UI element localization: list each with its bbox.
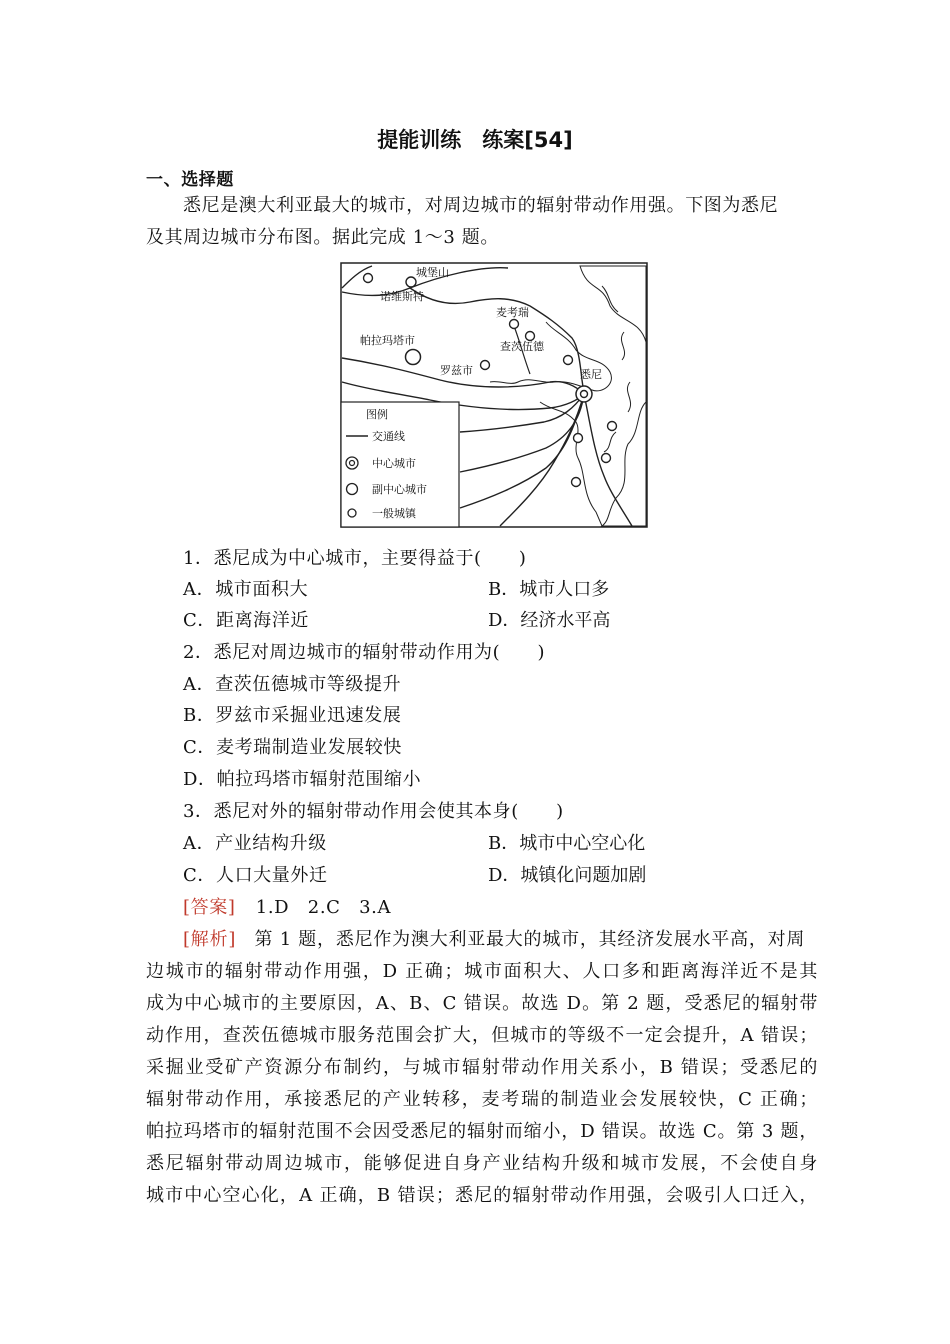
- legend-road: 交通线: [372, 430, 405, 443]
- label-xini: 悉尼: [580, 368, 602, 381]
- town-marker: [510, 320, 519, 329]
- q3-opt-c: C．人口大量外迁: [183, 865, 328, 886]
- q3-opt-b: B．城市中心空心化: [488, 833, 646, 854]
- town-marker: [364, 274, 373, 283]
- intro-line-2: 及其周边城市分布图。据此完成 1～3 题。: [146, 227, 499, 248]
- analysis-line-4: 动作用，查茨伍德城市服务范围会扩大，但城市的等级不一定会提升，A 错误；: [146, 1025, 818, 1046]
- q1-opt-a: A．城市面积大: [183, 579, 309, 600]
- section-heading: 一、选择题: [146, 170, 234, 190]
- q2-opt-d: D．帕拉玛塔市辐射范围缩小: [183, 769, 422, 790]
- label-maikaorui: 麦考瑞: [496, 306, 529, 319]
- town-marker: [481, 361, 490, 370]
- page-title: 提能训练 练案[54]: [377, 128, 573, 152]
- legend-sub: 副中心城市: [372, 483, 427, 496]
- label-luozishi: 罗兹市: [440, 364, 473, 377]
- sub-center-marker: [406, 350, 421, 365]
- analysis-line-2: 边城市的辐射带动作用强，D 正确；城市面积大、人口多和距离海洋近不是其: [146, 961, 818, 982]
- analysis-line-7: 帕拉玛塔市的辐射范围不会因受悉尼的辐射而缩小，D 错误。故选 C。第 3 题，: [146, 1121, 818, 1142]
- legend-center: 中心城市: [372, 457, 416, 470]
- q1-opt-d: D．经济水平高: [488, 610, 611, 631]
- analysis-line-8: 悉尼辐射带动周边城市，能够促进自身产业结构升级和城市发展，不会使自身: [146, 1153, 818, 1174]
- label-chaciwude: 查茨伍德: [500, 340, 544, 353]
- q2-opt-b: B．罗兹市采掘业迅速发展: [183, 705, 402, 726]
- q3-opt-d: D．城镇化问题加剧: [488, 865, 647, 886]
- center-city-marker: [576, 386, 592, 402]
- answer-tag: [答案]: [183, 897, 236, 918]
- legend-title: 图例: [366, 408, 388, 421]
- q1-opt-c: C．距离海洋近: [183, 610, 309, 631]
- answer-text: 1.D 2.C 3.A: [255, 897, 392, 918]
- legend-town: 一般城镇: [372, 507, 416, 520]
- label-nuoweisite: 诺维斯特: [380, 290, 424, 303]
- answer-line: [183, 892, 855, 924]
- q3-opt-a: A．产业结构升级: [183, 833, 327, 854]
- q1-opt-b: B．城市人口多: [488, 579, 610, 600]
- q2-opt-a: A．查茨伍德城市等级提升: [183, 674, 402, 695]
- town-marker: [406, 277, 416, 287]
- label-chengbaoshan: 城堡山: [416, 266, 449, 279]
- intro-line-1: 悉尼是澳大利亚最大的城市，对周边城市的辐射带动作用强。下图为悉尼: [183, 195, 779, 216]
- label-palamatashi: 帕拉玛塔市: [360, 334, 415, 347]
- analysis-line-6: 辐射带动作用，承接悉尼的产业转移，麦考瑞的制造业会发展较快，C 正确；: [146, 1089, 818, 1110]
- q1-stem: 1．悉尼成为中心城市，主要得益于( ): [183, 548, 527, 569]
- analysis-tag: [解析]: [183, 929, 236, 950]
- sydney-map: [340, 262, 648, 528]
- analysis-line-3: 成为中心城市的主要原因，A、B、C 错误。故选 D。第 2 题，受悉尼的辐射带: [146, 993, 818, 1014]
- map-legend: [341, 402, 459, 527]
- analysis-line-1: [解析] 第 1 题，悉尼作为澳大利亚最大的城市，其经济发展水平高，对周: [183, 929, 805, 950]
- town-marker: [572, 478, 581, 487]
- analysis-line-5: 采掘业受矿产资源分布制约，与城市辐射带动作用关系小，B 错误；受悉尼的: [146, 1057, 818, 1078]
- town-marker: [608, 422, 617, 431]
- town-marker: [564, 356, 573, 365]
- town-marker: [602, 454, 611, 463]
- q2-opt-c: C．麦考瑞制造业发展较快: [183, 737, 402, 758]
- q3-stem: 3．悉尼对外的辐射带动作用会使其本身( ): [183, 801, 564, 822]
- q2-stem: 2．悉尼对周边城市的辐射带动作用为( ): [183, 642, 546, 663]
- analysis-line-9: 城市中心空心化，A 正确，B 错误；悉尼的辐射带动作用强，会吸引人口迁入，: [146, 1185, 818, 1206]
- town-marker: [574, 434, 583, 443]
